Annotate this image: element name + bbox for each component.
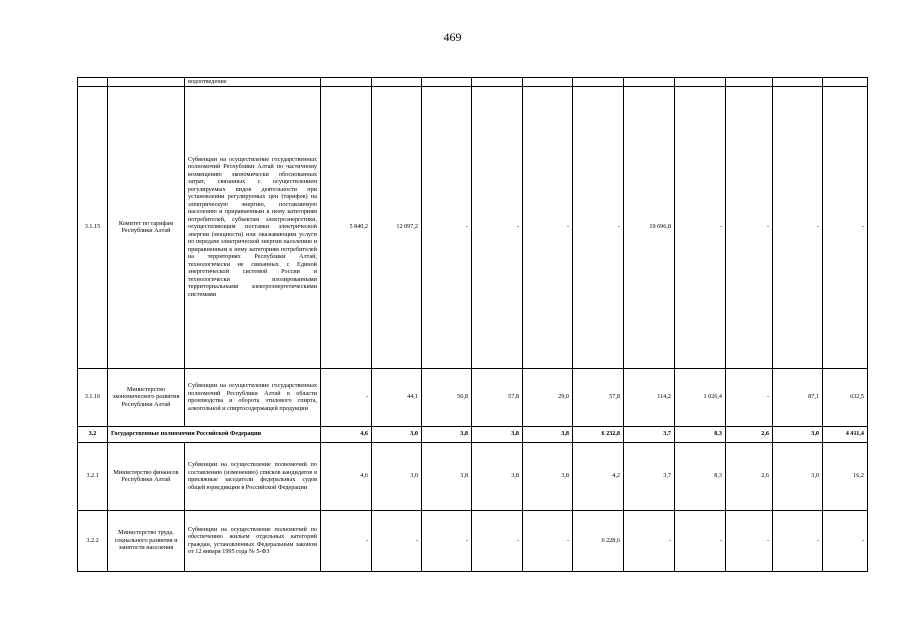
value-cell: -	[472, 86, 523, 368]
value-cell: -	[675, 86, 726, 368]
value-cell: 3,0	[372, 442, 422, 510]
value-cell: 57,8	[472, 368, 523, 426]
value-cell: 57,8	[573, 368, 624, 426]
table-row	[78, 368, 868, 426]
value-cell	[573, 78, 624, 87]
value-cell: 3,0	[773, 426, 823, 442]
row-code: 3.2.2	[78, 510, 108, 571]
table-row	[78, 78, 868, 87]
value-cell: 6 232,8	[573, 426, 624, 442]
value-cell: -	[773, 86, 823, 368]
value-cell: -	[321, 368, 372, 426]
row-organization: Министерство финансов Республики Алтай	[108, 442, 185, 510]
row-description: Субвенции на осуществление государственных полномочий Республики Алтай в области производства и оборота этилового спирта, алкогольной и спиртосодержащей продукции	[185, 368, 321, 426]
value-cell: 4,6	[321, 442, 372, 510]
value-cell: 87,1	[773, 368, 823, 426]
row-code: 3.2.1	[78, 442, 108, 510]
value-cell: 3,8	[523, 426, 573, 442]
value-cell: 114,2	[624, 368, 675, 426]
value-cell: -	[675, 510, 726, 571]
value-cell: 3,8	[523, 442, 573, 510]
value-cell	[523, 78, 573, 87]
table-row	[78, 510, 868, 571]
row-organization: Министерство труда, социального развития и занятости населения	[108, 510, 185, 571]
value-cell: 3,8	[472, 426, 523, 442]
row-description: Субвенции на осуществление полномочий по обеспечению жильем отдельных категорий граждан, установленных Федеральным законом от 12 января 1995 года № 5-ФЗ	[185, 510, 321, 571]
value-cell: 3,0	[773, 442, 823, 510]
row-code: 3.2	[78, 426, 108, 442]
row-code: 3.1.16	[78, 368, 108, 426]
value-cell	[472, 78, 523, 87]
row-description: Субвенции на осуществление полномочий по составлению (изменению) списков кандидатов в присяжные заседатели федеральных судов общей юрисдикции в Российской Федерации	[185, 442, 321, 510]
value-cell: 4,2	[573, 442, 624, 510]
table-row	[78, 86, 868, 368]
value-cell: -	[523, 86, 573, 368]
row-organization	[108, 78, 185, 87]
row-organization: Комитет по тарифам Республики Алтай	[108, 86, 185, 368]
budget-table	[77, 77, 868, 572]
table-row	[78, 442, 868, 510]
value-cell	[321, 78, 372, 87]
value-cell: 12 097,2	[372, 86, 422, 368]
value-cell	[372, 78, 422, 87]
value-cell: -	[422, 510, 472, 571]
value-cell: 5 840,2	[321, 86, 372, 368]
value-cell	[675, 78, 726, 87]
value-cell: 3,8	[422, 442, 472, 510]
value-cell: -	[773, 510, 823, 571]
table-row	[78, 426, 868, 442]
value-cell: 4,6	[321, 426, 372, 442]
row-code	[78, 78, 108, 87]
value-cell: 3,7	[624, 442, 675, 510]
value-cell: 56,8	[422, 368, 472, 426]
value-cell: 3,8	[422, 426, 472, 442]
value-cell: 4 411,4	[823, 426, 868, 442]
value-cell: 8,3	[675, 426, 726, 442]
value-cell: 8,3	[675, 442, 726, 510]
value-cell: 19 696,8	[624, 86, 675, 368]
row-description: Субвенции на осуществление государственных полномочий Республики Алтай по частичному возмещению экономически обоснованных затрат, связанных с осуществлением регулируемых видов деятельности при установлении регулируемых цен (тарифов) на электрическую энергию, поставляемую населению и приравненным к нему категориям потребителей, субъектам электроэнергетики, осуществляющим поставки электрической энергии (мощности) или оказывающим услуги по передаче электрической энергии населению и приравненным к нему категориям потребителей на территориях Республики Алтай, технологически не связанных с Единой энергетической системой России и технологически изолированными территориальными электроэнергетическими системами	[185, 86, 321, 368]
value-cell: -	[523, 510, 573, 571]
row-code: 3.1.15	[78, 86, 108, 368]
value-cell	[823, 78, 868, 87]
value-cell: 3,7	[624, 426, 675, 442]
value-cell: -	[573, 86, 624, 368]
row-organization: Министерство экономического развития Республики Алтай	[108, 368, 185, 426]
row-organization: Государственные полномочия Российской Федерации	[108, 426, 321, 442]
value-cell: 44,1	[372, 368, 422, 426]
value-cell	[726, 78, 773, 87]
value-cell: 3,8	[472, 442, 523, 510]
value-cell: -	[726, 86, 773, 368]
page-number: 469	[443, 30, 462, 44]
value-cell: -	[472, 510, 523, 571]
value-cell: -	[823, 86, 868, 368]
value-cell: 2,6	[726, 426, 773, 442]
value-cell: -	[372, 510, 422, 571]
value-cell: 2,6	[726, 442, 773, 510]
row-description: водоотведение	[185, 78, 321, 87]
value-cell: 29,0	[523, 368, 573, 426]
value-cell: 16,2	[823, 442, 868, 510]
value-cell: 6 228,6	[573, 510, 624, 571]
value-cell: -	[726, 368, 773, 426]
value-cell	[422, 78, 472, 87]
value-cell: 632,5	[823, 368, 868, 426]
value-cell: -	[823, 510, 868, 571]
value-cell: -	[726, 510, 773, 571]
value-cell: 1 026,4	[675, 368, 726, 426]
value-cell	[773, 78, 823, 87]
value-cell: -	[624, 510, 675, 571]
value-cell: 3,0	[372, 426, 422, 442]
value-cell	[624, 78, 675, 87]
value-cell: -	[321, 510, 372, 571]
value-cell: -	[422, 86, 472, 368]
